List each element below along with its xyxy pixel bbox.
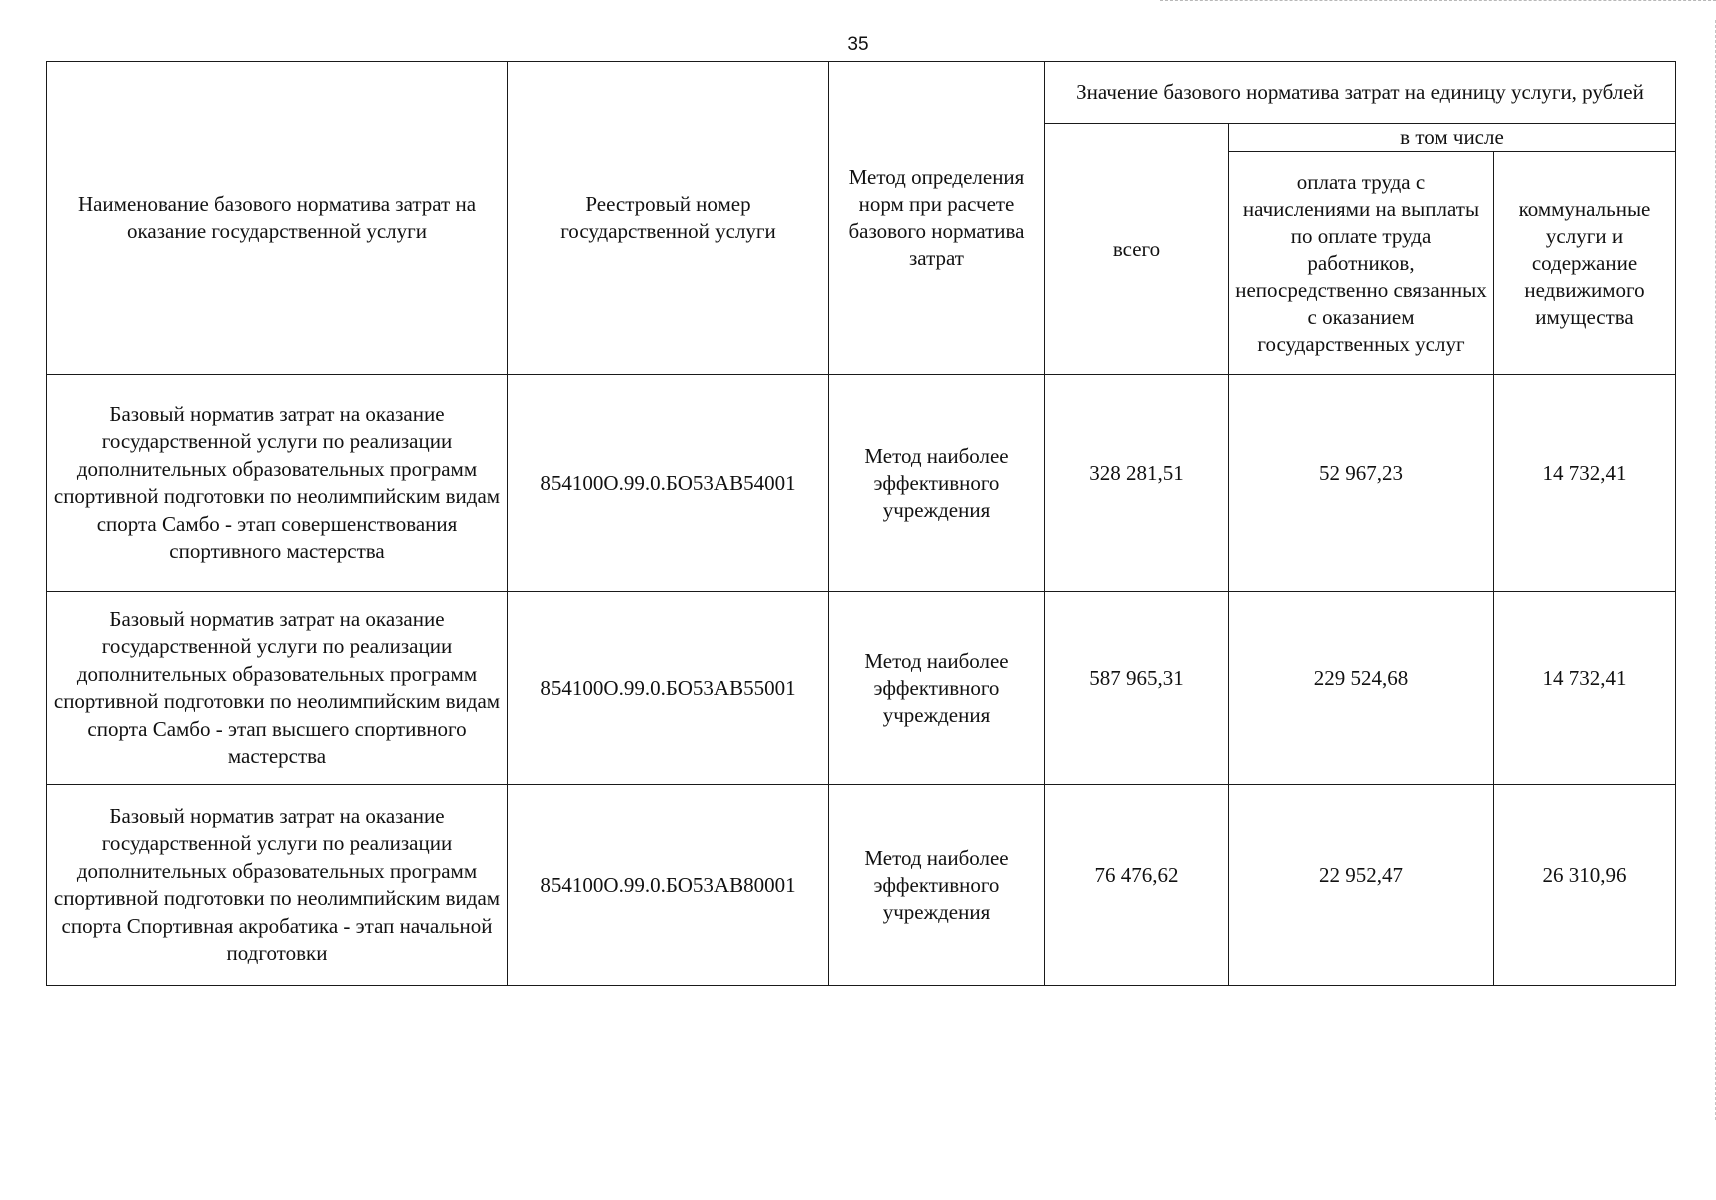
cell-labor	[1229, 375, 1494, 592]
cell-utilities-value: 26 310,96	[1542, 862, 1627, 887]
header-col-labor: оплата труда с начислениями на выплаты по оплате труда работников, непосредственно связанных с оказанием государственных услуг	[1229, 152, 1494, 375]
table-row	[47, 375, 1676, 592]
cell-total-value: 587 965,31	[1089, 665, 1184, 690]
table-row	[47, 592, 1676, 785]
cell-utilities-value: 14 732,41	[1542, 460, 1627, 485]
cell-total-value: 328 281,51	[1089, 460, 1184, 485]
header-col-including: в том числе	[1229, 124, 1676, 152]
page-number: 35	[847, 34, 869, 55]
cell-method: Метод наиболее эффективного учреждения	[829, 375, 1045, 592]
cell-name: Базовый норматив затрат на оказание государственной услуги по реализации дополнительных образовательных программ спортивной подготовки по неолимпийским видам спорта Самбо - этап совершенствования спортивного мастерства	[47, 375, 508, 592]
cell-labor-value: 22 952,47	[1319, 862, 1403, 887]
table-body	[47, 375, 1676, 986]
cell-utilities-value: 14 732,41	[1542, 665, 1627, 690]
cell-labor-value: 52 967,23	[1319, 460, 1403, 485]
scan-edge-top	[1160, 0, 1716, 3]
cell-utilities	[1494, 592, 1676, 785]
cell-method: Метод наиболее эффективного учреждения	[829, 592, 1045, 785]
cell-utilities	[1494, 785, 1676, 986]
cell-total-value: 76 476,62	[1094, 862, 1179, 887]
header-col-value-group: Значение базового норматива затрат на единицу услуги, рублей	[1045, 62, 1676, 124]
cell-labor	[1229, 785, 1494, 986]
header-col-registry: Реестровый номер государственной услуги	[508, 62, 829, 375]
header-col-name: Наименование базового норматива затрат на оказание государственной услуги	[47, 62, 508, 375]
cell-registry: 854100О.99.0.БО53АВ54001	[508, 375, 829, 592]
cost-norm-table	[46, 61, 1676, 986]
header-col-utilities: коммунальные услуги и содержание недвижимого имущества	[1494, 152, 1676, 375]
cell-total	[1045, 375, 1229, 592]
cell-utilities	[1494, 375, 1676, 592]
cell-method: Метод наиболее эффективного учреждения	[829, 785, 1045, 986]
cell-labor	[1229, 592, 1494, 785]
cell-name: Базовый норматив затрат на оказание государственной услуги по реализации дополнительных образовательных программ спортивной подготовки по неолимпийским видам спорта Спортивная акробатика - этап начальной подготовки	[47, 785, 508, 986]
cell-registry: 854100О.99.0.БО53АВ80001	[508, 785, 829, 986]
cell-labor-value: 229 524,68	[1313, 665, 1409, 690]
header-col-method: Метод определения норм при расчете базового норматива затрат	[829, 62, 1045, 375]
cell-registry: 854100О.99.0.БО53АВ55001	[508, 592, 829, 785]
cell-total	[1045, 592, 1229, 785]
cell-total	[1045, 785, 1229, 986]
cell-name: Базовый норматив затрат на оказание государственной услуги по реализации дополнительных образовательных программ спортивной подготовки по неолимпийским видам спорта Самбо - этап высшего спортивного мастерства	[47, 592, 508, 785]
header-row-1	[47, 62, 1676, 124]
header-col-total: всего	[1045, 124, 1229, 375]
table-row	[47, 785, 1676, 986]
